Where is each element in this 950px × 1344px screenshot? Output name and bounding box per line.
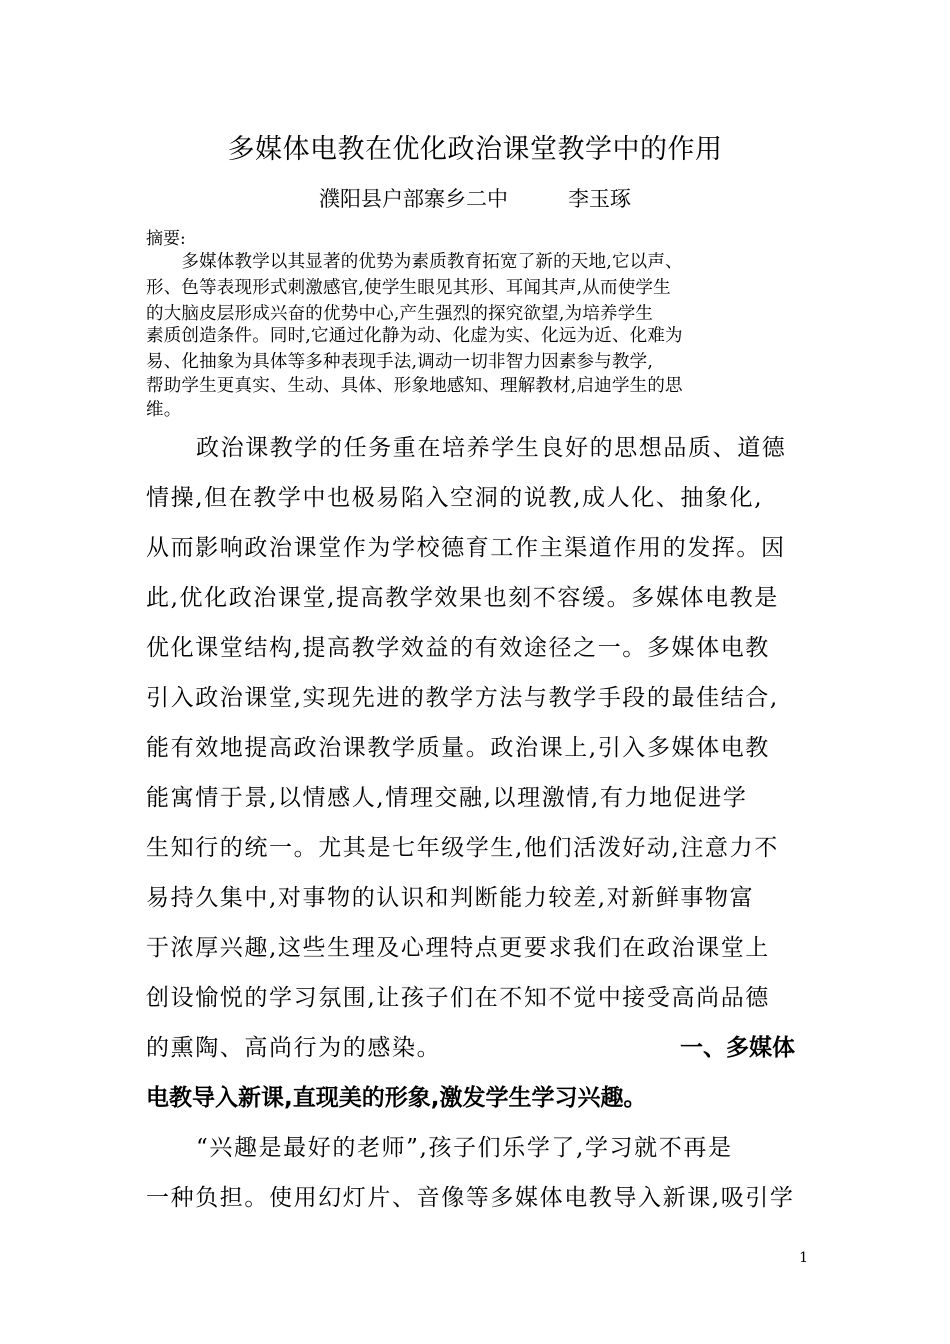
section-paragraph-line: 一种负担。使用幻灯片、音像等多媒体电教导入新课,吸引学 <box>146 1185 795 1211</box>
body-paragraph-line: 从而影响政治课堂作为学校德育工作主渠道作用的发挥。因 <box>146 535 786 561</box>
author-name: 李玉琢 <box>568 187 631 211</box>
body-paragraph-line: 生知行的统一。尤其是七年级学生,他们活泼好动,注意力不 <box>146 835 779 861</box>
section-paragraph-line: “兴趣是最好的老师”,孩子们乐学了,学习就不再是 <box>196 1135 733 1161</box>
author-school: 濮阳县户部寨乡二中 <box>319 187 508 211</box>
byline <box>0 185 950 213</box>
body-paragraph-line: 情操,但在教学中也极易陷入空洞的说教,成人化、抽象化, <box>146 485 764 511</box>
body-paragraph-line: 引入政治课堂,实现先进的教学方法与教学手段的最佳结合, <box>146 685 779 711</box>
abstract-line: 素质创造条件。同时,它通过化静为动、化虚为实、化远为近、化难为 <box>146 326 683 346</box>
body-paragraph-line: 政治课教学的任务重在培养学生良好的思想品质、道德 <box>196 435 787 461</box>
abstract-line: 维。 <box>146 400 182 420</box>
abstract-line: 形、色等表现形式刺激感官,使学生眼见其形、耳闻其声,从而使学生 <box>146 278 671 298</box>
abstract-line: 帮助学生更真实、生动、具体、形象地感知、理解教材,启迪学生的思 <box>146 376 683 396</box>
section-heading-end: 电教导入新课,直现美的形象,激发学生学习兴趣。 <box>146 1085 647 1111</box>
body-paragraph-line: 的熏陶、高尚行为的感染。 <box>146 1035 442 1061</box>
body-paragraph-line: 易持久集中,对事物的认识和判断能力较差,对新鲜事物富 <box>146 885 755 911</box>
body-paragraph-line: 此,优化政治课堂,提高教学效果也刻不容缓。多媒体电教是 <box>146 585 779 611</box>
abstract-line: 多媒体教学以其显著的优势为素质教育拓宽了新的天地,它以声、 <box>146 252 683 272</box>
abstract-label: 摘要: <box>146 229 186 249</box>
document-title: 多媒体电教在优化政治课堂教学中的作用 <box>227 134 723 165</box>
body-paragraph-line: 创设愉悦的学习氛围,让孩子们在不知不觉中接受高尚品德 <box>146 985 770 1011</box>
body-paragraph-line: 于浓厚兴趣,这些生理及心理特点更要求我们在政治课堂上 <box>146 935 770 961</box>
page-number: 1 <box>799 1250 808 1266</box>
body-paragraph-line: 优化课堂结构,提高教学效益的有效途径之一。多媒体电教 <box>146 635 770 661</box>
abstract-line: 易、化抽象为具体等多种表现手法,调动一切非智力因素参与教学, <box>146 352 654 372</box>
section-heading-start: 一、多媒体 <box>680 1035 795 1061</box>
abstract-line: 的大脑皮层形成兴奋的优势中心,产生强烈的探究欲望,为培养学生 <box>146 304 654 324</box>
body-paragraph-line: 能寓情于景,以情感人,情理交融,以理激情,有力地促进学 <box>146 785 748 811</box>
body-paragraph-line: 能有效地提高政治课教学质量。政治课上,引入多媒体电教 <box>146 735 770 761</box>
